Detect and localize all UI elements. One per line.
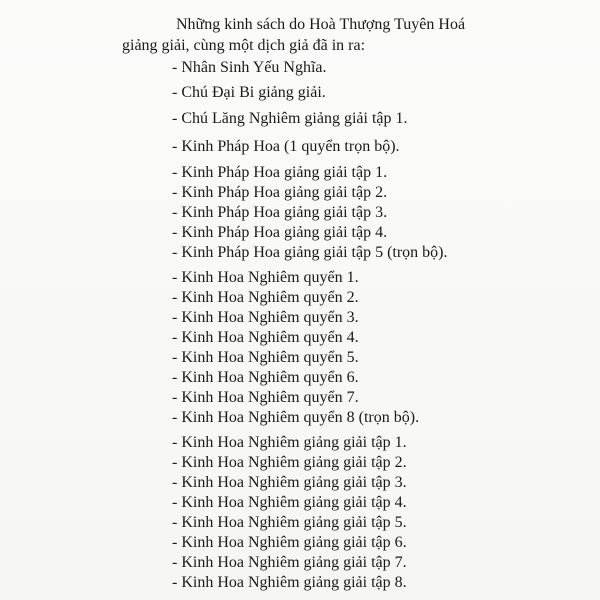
book-list-item: - Kinh Hoa Nghiêm giảng giải tập 3. [172,474,407,491]
book-list-item: - Kinh Pháp Hoa giảng giải tập 1. [172,164,388,181]
book-list-item: - Kinh Hoa Nghiêm quyển 6. [172,369,359,386]
book-list-item: - Kinh Hoa Nghiêm giảng giải tập 8. [172,574,407,591]
book-list-item: - Kinh Pháp Hoa giảng giải tập 3. [172,204,388,221]
book-list-item: - Chú Lăng Nghiêm giảng giải tập 1. [172,110,408,127]
book-list-item: - Kinh Hoa Nghiêm giảng giải tập 4. [172,494,407,511]
book-list-item: - Kinh Hoa Nghiêm quyển 4. [172,329,359,346]
book-list-item: - Kinh Hoa Nghiêm quyển 7. [172,389,359,406]
intro-line-2: giảng giải, cùng một dịch giả đã in ra: [122,37,366,54]
book-list-item: - Kinh Hoa Nghiêm giảng giải tập 6. [172,534,407,551]
book-list-item: - Kinh Pháp Hoa giảng giải tập 2. [172,184,388,201]
book-list-item: - Kinh Hoa Nghiêm quyển 5. [172,349,359,366]
book-list-item: - Kinh Hoa Nghiêm giảng giải tập 2. [172,454,407,471]
book-list-item: - Kinh Pháp Hoa giảng giải tập 4. [172,224,388,241]
book-list-item: - Kinh Pháp Hoa giảng giải tập 5 (trọn bộ). [172,244,448,261]
book-list-item: - Kinh Hoa Nghiêm quyển 1. [172,269,359,286]
book-list-item: - Kinh Hoa Nghiêm giảng giải tập 1. [172,434,407,451]
book-list-item: - Kinh Hoa Nghiêm quyển 2. [172,289,359,306]
book-list-item: - Kinh Pháp Hoa (1 quyển trọn bộ). [172,138,400,155]
book-list-item: - Kinh Hoa Nghiêm giảng giải tập 7. [172,554,407,571]
book-list-item: - Kinh Hoa Nghiêm giảng giải tập 5. [172,514,407,531]
book-list-item: - Kinh Hoa Nghiêm quyển 3. [172,309,359,326]
book-list-item: - Nhân Sinh Yếu Nghĩa. [172,59,327,76]
book-list-item: - Chú Đại Bi giảng giải. [172,84,326,101]
book-list-item: - Kinh Hoa Nghiêm quyển 8 (trọn bộ). [172,409,420,426]
intro-line-1: Những kinh sách do Hoà Thượng Tuyên Hoá [176,16,466,33]
